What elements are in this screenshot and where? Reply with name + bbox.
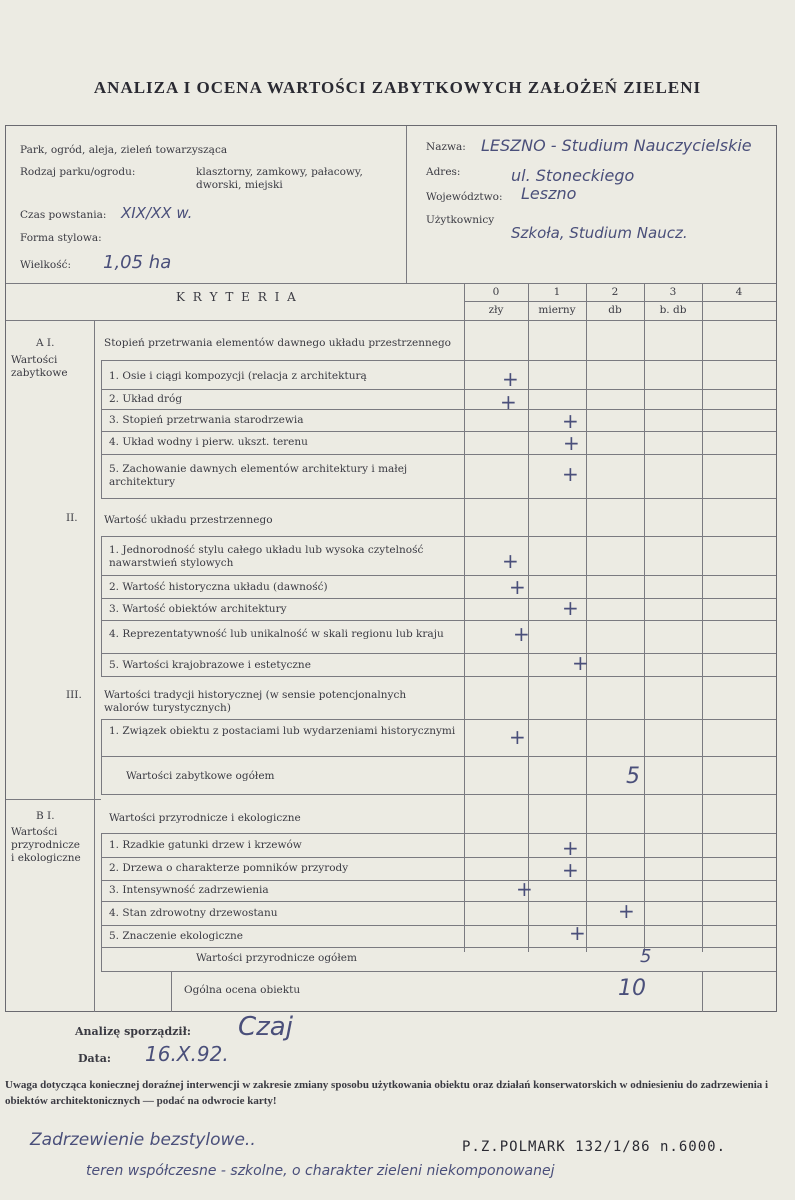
mark-b-1: + [562, 836, 579, 860]
mark-a2-3: + [562, 596, 579, 620]
mark-a2-5: + [572, 651, 589, 675]
mark-a1-2: + [500, 390, 517, 414]
score-3-num: 3 [669, 286, 677, 298]
section-b-code: B I. [36, 810, 55, 822]
name-label: Nazwa: [426, 141, 466, 153]
date-label: Data: [78, 1052, 111, 1065]
section-b-item-3: 3. Intensywność zadrzewienia [109, 884, 269, 896]
print-code: P.Z.POLMARK 132/1/86 n.6000. [462, 1139, 727, 1155]
score-2-label: db [608, 304, 622, 316]
score-0-label: zły [488, 304, 504, 316]
group2-item-1: 1. Jednorodność stylu całego układu lub wysoka czytelność nawarstwień stylowych [109, 544, 424, 569]
criteria-title: K R Y T E R I A [176, 290, 298, 304]
kind-options: klasztorny, zamkowy, pałacowy, dworski, miejski [196, 166, 363, 191]
period-value: XIX/XX w. [121, 204, 193, 222]
name-value: LESZNO - Studium Nauczycielskie [481, 136, 752, 155]
users-label: Użytkownicy [426, 214, 495, 226]
intervention-note: Uwaga dotycząca koniecznej doraźnej interwencji w zakresie zmiany sposobu użytkowania obiektu oraz działań konserwatorskich w odniesieniu do zadrzewienia i obiektów architektonicznych — podać na odwrocie karty! [5, 1079, 769, 1107]
group2-item-4: 4. Reprezentatywność lub unikalność w skali regionu lub kraju [109, 628, 444, 640]
section-a-total-label: Wartości zabytkowe ogółem [126, 770, 275, 782]
style-label: Forma stylowa: [20, 232, 102, 244]
size-value: 1,05 ha [103, 252, 172, 273]
score-1-num: 1 [553, 286, 561, 298]
mark-a1-1: + [502, 367, 519, 391]
mark-b-2: + [562, 858, 579, 882]
evaluation-form [5, 125, 777, 1012]
section-a-total-value: 5 [626, 764, 640, 789]
address-label: Adres: [426, 166, 461, 178]
group1-item-4: 4. Układ wodny i pierw. ukszt. terenu [109, 436, 308, 448]
section-b-group-title: Wartości przyrodnicze i ekologiczne [109, 812, 301, 824]
section-a-label: Wartości zabytkowe [11, 354, 68, 379]
period-label: Czas powstania: [20, 209, 107, 221]
mark-a1-4: + [563, 431, 580, 455]
mark-a1-5: + [562, 462, 579, 486]
voivodeship-value: Leszno [521, 184, 577, 203]
score-2-num: 2 [611, 286, 619, 298]
score-3-label: b. db [659, 304, 687, 316]
mark-b-3: + [516, 877, 533, 901]
size-label: Wielkość: [20, 259, 72, 271]
prepared-signature: Czaj [238, 1012, 293, 1042]
group1-title: Stopień przetrwania elementów dawnego układu przestrzennego [104, 337, 451, 349]
users-value: Szkoła, Studium Naucz. [511, 224, 688, 242]
score-0-num: 0 [492, 286, 500, 298]
mark-a2-2: + [509, 575, 526, 599]
group1-item-3: 3. Stopień przetrwania starodrzewia [109, 414, 304, 426]
score-4-num: 4 [735, 286, 743, 298]
section-a-code: A I. [36, 337, 55, 349]
overall-label: Ogólna ocena obiektu [184, 984, 301, 996]
section-b-item-2: 2. Drzewa o charakterze pomników przyrody [109, 862, 349, 874]
prepared-label: Analizę sporządził: [75, 1025, 191, 1038]
group2-item-5: 5. Wartości krajobrazowe i estetyczne [109, 659, 311, 671]
address-value: ul. Stoneckiego [511, 166, 635, 185]
page-title: ANALIZA I OCENA WARTOŚCI ZABYTKOWYCH ZAŁOŻEŃ ZIELENI [93, 78, 702, 97]
group1-item-5: 5. Zachowanie dawnych elementów architektury i małej architektury [109, 463, 408, 488]
mark-b-5: + [569, 921, 586, 945]
mark-a3-1: + [509, 725, 526, 749]
group1-item-2: 2. Układ dróg [109, 393, 183, 405]
group1-item-1: 1. Osie i ciągi kompozycji (relacja z architekturą [109, 370, 367, 382]
park-type-label: Park, ogród, aleja, zieleń towarzysząca [20, 144, 228, 156]
group2-code: II. [66, 512, 78, 524]
section-b-total-label: Wartości przyrodnicze ogółem [196, 952, 357, 964]
voivodeship-label: Województwo: [426, 191, 503, 203]
mark-a1-3: + [562, 409, 579, 433]
group3-title: Wartości tradycji historycznej (w sensie potencjonalnych walorów turystycznych) [104, 689, 407, 714]
group3-item-1: 1. Związek obiektu z postaciami lub wydarzeniami historycznymi [109, 725, 456, 737]
section-b-total-value: 5 [640, 946, 652, 967]
section-b-label: Wartości przyrodnicze i ekologiczne [11, 826, 81, 864]
mark-b-4: + [618, 899, 635, 923]
mark-a2-1: + [502, 549, 519, 573]
section-b-item-5: 5. Znaczenie ekologiczne [109, 930, 244, 942]
kind-label: Rodzaj parku/ogrodu: [20, 166, 136, 178]
group2-title: Wartość układu przestrzennego [104, 514, 273, 526]
group3-code: III. [66, 689, 82, 701]
group2-item-2: 2. Wartość historyczna układu (dawność) [109, 581, 328, 593]
mark-a2-4: + [513, 622, 530, 646]
handwritten-note-1: Zadrzewienie bezstylowe.. [30, 1130, 256, 1150]
overall-value: 10 [618, 976, 646, 1001]
score-1-label: mierny [538, 304, 576, 316]
section-b-item-4: 4. Stan zdrowotny drzewostanu [109, 907, 278, 919]
handwritten-note-2: teren współczesne - szkolne, o charakter zieleni niekomponowanej [86, 1163, 555, 1179]
section-b-item-1: 1. Rzadkie gatunki drzew i krzewów [109, 839, 302, 851]
date-value: 16.X.92. [145, 1042, 229, 1066]
group2-item-3: 3. Wartość obiektów architektury [109, 603, 287, 615]
